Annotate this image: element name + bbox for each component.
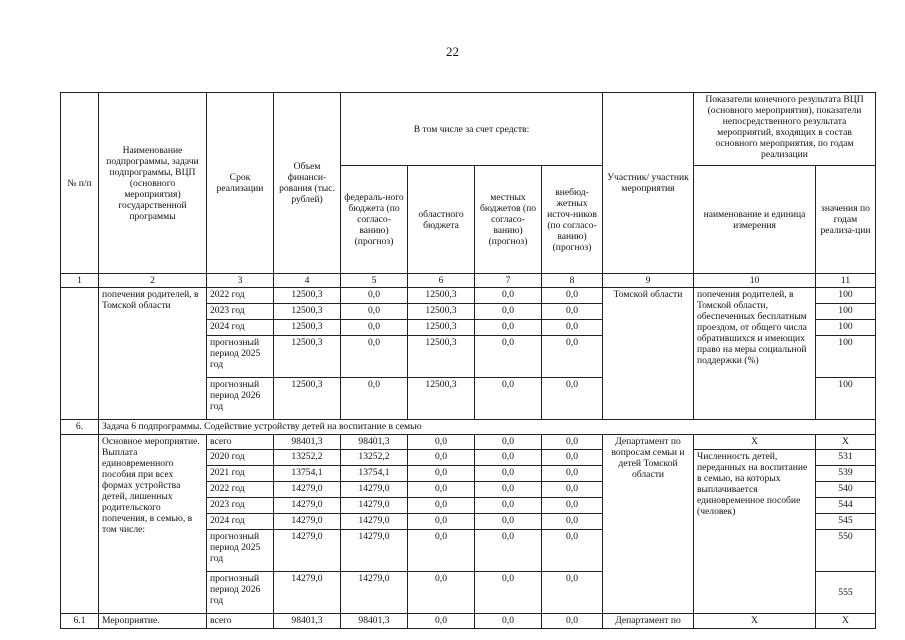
- col-number: 1: [61, 274, 99, 288]
- header-participant: Участник/ участник мероприятия: [603, 93, 694, 274]
- row-extra: 0,0: [542, 435, 603, 450]
- row-volume: 14279,0: [274, 498, 341, 514]
- row-volume: 12500,3: [274, 288, 341, 304]
- row-term: 2023 год: [207, 498, 274, 514]
- col-number: 2: [99, 274, 207, 288]
- row-value: 540: [816, 482, 876, 498]
- row-extra: 0,0: [542, 572, 603, 614]
- row-value: X: [816, 435, 876, 450]
- row-local: 0,0: [475, 304, 542, 320]
- row-number: [61, 435, 99, 614]
- row-federal: 14279,0: [341, 572, 408, 614]
- task-title: Задача 6 подпрограммы. Содействие устройству детей на воспитание в семью: [99, 420, 876, 435]
- row-extra: 0,0: [542, 304, 603, 320]
- row-extra: 0,0: [542, 498, 603, 514]
- row-number: [61, 288, 99, 420]
- header-name: Наименование подпрограммы, задачи подпрограммы, ВЦП (основного мероприятия) государственной программы: [99, 93, 207, 274]
- row-federal: 0,0: [341, 320, 408, 336]
- column-numbers-row: [61, 274, 876, 288]
- header-volume: Объем финанси-рования (тыс. рублей): [274, 93, 341, 274]
- header-row-1: [61, 93, 876, 166]
- col-number: 3: [207, 274, 274, 288]
- row-federal: 14279,0: [341, 514, 408, 530]
- row-regional: 12500,3: [408, 320, 475, 336]
- row-regional: 0,0: [408, 530, 475, 572]
- row-regional: 12500,3: [408, 288, 475, 304]
- row-extra: 0,0: [542, 514, 603, 530]
- row-volume: 12500,3: [274, 304, 341, 320]
- task-row: [61, 420, 876, 435]
- row-regional: 0,0: [408, 482, 475, 498]
- row-regional: 12500,3: [408, 336, 475, 378]
- row-federal: 0,0: [341, 288, 408, 304]
- row-indicator: X: [694, 614, 816, 629]
- row-extra: 0,0: [542, 530, 603, 572]
- header-ind-values: значения по годам реализа-ции: [816, 166, 876, 274]
- row-volume: 12500,3: [274, 336, 341, 378]
- row-federal: 0,0: [341, 336, 408, 378]
- row-term: 2024 год: [207, 514, 274, 530]
- row-federal: 14279,0: [341, 482, 408, 498]
- row-indicator: попечения родителей, в Томской области, обеспеченных бесплатным проездом, от общего числа обратившихся и имеющих право на меры социальной поддержки (%): [694, 288, 816, 420]
- row-term: всего: [207, 614, 274, 629]
- row-regional: 12500,3: [408, 304, 475, 320]
- row-local: 0,0: [475, 466, 542, 482]
- row-federal: 14279,0: [341, 498, 408, 514]
- row-volume: 14279,0: [274, 530, 341, 572]
- header-no: № п/п: [61, 93, 99, 274]
- row-name: Мероприятие.: [99, 614, 207, 629]
- header-ind-name: наименование и единица измерения: [694, 166, 816, 274]
- row-local: 0,0: [475, 320, 542, 336]
- row-local: 0,0: [475, 336, 542, 378]
- row-participant: Томской области: [603, 288, 694, 420]
- table-row: [61, 435, 876, 450]
- row-value: 100: [816, 336, 876, 378]
- row-volume: 12500,3: [274, 320, 341, 336]
- task-number: 6.: [61, 420, 99, 435]
- row-value: X: [816, 614, 876, 629]
- row-term: прогнозный период 2026 год: [207, 378, 274, 420]
- row-name: попечения родителей, в Томской области: [99, 288, 207, 420]
- row-term: прогнозный период 2026 год: [207, 572, 274, 614]
- row-regional: 0,0: [408, 572, 475, 614]
- col-number: 6: [408, 274, 475, 288]
- row-local: 0,0: [475, 378, 542, 420]
- header-indicators-group: Показатели конечного результата ВЦП (основного мероприятия), показатели непосредственного результата мероприятий, входящих в состав основного мероприятия, по годам реализации: [694, 93, 876, 166]
- row-extra: 0,0: [542, 378, 603, 420]
- header-local: местных бюджетов (по согласо-ванию) (прогноз): [475, 166, 542, 274]
- row-regional: 0,0: [408, 514, 475, 530]
- row-extra: 0,0: [542, 320, 603, 336]
- col-number: 11: [816, 274, 876, 288]
- header-term: Срок реализации: [207, 93, 274, 274]
- header-sources-group: В том числе за счет средств:: [341, 93, 603, 166]
- row-volume: 14279,0: [274, 482, 341, 498]
- row-federal: 13754,1: [341, 466, 408, 482]
- row-federal: 13252,2: [341, 450, 408, 466]
- row-value: 555: [816, 572, 876, 614]
- row-local: 0,0: [475, 530, 542, 572]
- row-local: 0,0: [475, 482, 542, 498]
- col-number: 4: [274, 274, 341, 288]
- row-term: прогнозный период 2025 год: [207, 336, 274, 378]
- col-number: 8: [542, 274, 603, 288]
- row-extra: 0,0: [542, 336, 603, 378]
- row-federal: 0,0: [341, 304, 408, 320]
- row-regional: 0,0: [408, 498, 475, 514]
- row-indicator-total: X: [694, 435, 816, 450]
- row-extra: 0,0: [542, 614, 603, 629]
- col-number: 10: [694, 274, 816, 288]
- row-regional: 0,0: [408, 450, 475, 466]
- row-federal: 14279,0: [341, 530, 408, 572]
- row-regional: 0,0: [408, 466, 475, 482]
- row-number: 6.1: [61, 614, 99, 629]
- row-volume: 12500,3: [274, 378, 341, 420]
- row-term: 2024 год: [207, 320, 274, 336]
- row-local: 0,0: [475, 450, 542, 466]
- row-local: 0,0: [475, 614, 542, 629]
- row-value: 100: [816, 304, 876, 320]
- row-value: 550: [816, 530, 876, 572]
- row-term: 2020 год: [207, 450, 274, 466]
- row-value: 539: [816, 466, 876, 482]
- row-term: 2023 год: [207, 304, 274, 320]
- header-federal: федераль-ного бюджета (по согласо-ванию) (прогноз): [341, 166, 408, 274]
- row-term: 2022 год: [207, 288, 274, 304]
- row-volume: 13754,1: [274, 466, 341, 482]
- table-row: [61, 288, 876, 304]
- row-term: прогнозный период 2025 год: [207, 530, 274, 572]
- row-value: 544: [816, 498, 876, 514]
- col-number: 9: [603, 274, 694, 288]
- row-extra: 0,0: [542, 482, 603, 498]
- row-extra: 0,0: [542, 466, 603, 482]
- row-federal: 98401,3: [341, 614, 408, 629]
- row-participant: Департамент по вопросам семьи и детей Томской области: [603, 435, 694, 614]
- row-regional: 0,0: [408, 614, 475, 629]
- row-participant: Департамент по: [603, 614, 694, 629]
- program-table: [60, 92, 876, 629]
- row-regional: 12500,3: [408, 378, 475, 420]
- row-value: 100: [816, 320, 876, 336]
- row-extra: 0,0: [542, 288, 603, 304]
- row-value: 531: [816, 450, 876, 466]
- row-volume: 14279,0: [274, 572, 341, 614]
- row-volume: 98401,3: [274, 435, 341, 450]
- row-term: всего: [207, 435, 274, 450]
- row-federal: 98401,3: [341, 435, 408, 450]
- row-value: 100: [816, 378, 876, 420]
- row-volume: 14279,0: [274, 514, 341, 530]
- row-local: 0,0: [475, 288, 542, 304]
- row-extra: 0,0: [542, 450, 603, 466]
- header-regional: областного бюджета: [408, 166, 475, 274]
- page-number: 22: [446, 44, 459, 59]
- row-local: 0,0: [475, 498, 542, 514]
- table-row: [61, 614, 876, 629]
- col-number: 5: [341, 274, 408, 288]
- row-local: 0,0: [475, 514, 542, 530]
- row-value: 100: [816, 288, 876, 304]
- row-local: 0,0: [475, 435, 542, 450]
- row-term: 2022 год: [207, 482, 274, 498]
- row-regional: 0,0: [408, 435, 475, 450]
- col-number: 7: [475, 274, 542, 288]
- row-local: 0,0: [475, 572, 542, 614]
- row-term: 2021 год: [207, 466, 274, 482]
- header-extra: внебюд-жетных источ-ников (по согласо-ванию) (прогноз): [542, 166, 603, 274]
- row-indicator: Численность детей, переданных на воспитание в семью, на которых выплачивается единовременное пособие (человек): [694, 450, 816, 614]
- row-volume: 13252,2: [274, 450, 341, 466]
- row-value: 545: [816, 514, 876, 530]
- row-name: Основное мероприятие. Выплата единовременного пособия при всех формах устройства детей, лишенных родительского попечения, в семью, в том числе:: [99, 435, 207, 614]
- row-volume: 98401,3: [274, 614, 341, 629]
- row-federal: 0,0: [341, 378, 408, 420]
